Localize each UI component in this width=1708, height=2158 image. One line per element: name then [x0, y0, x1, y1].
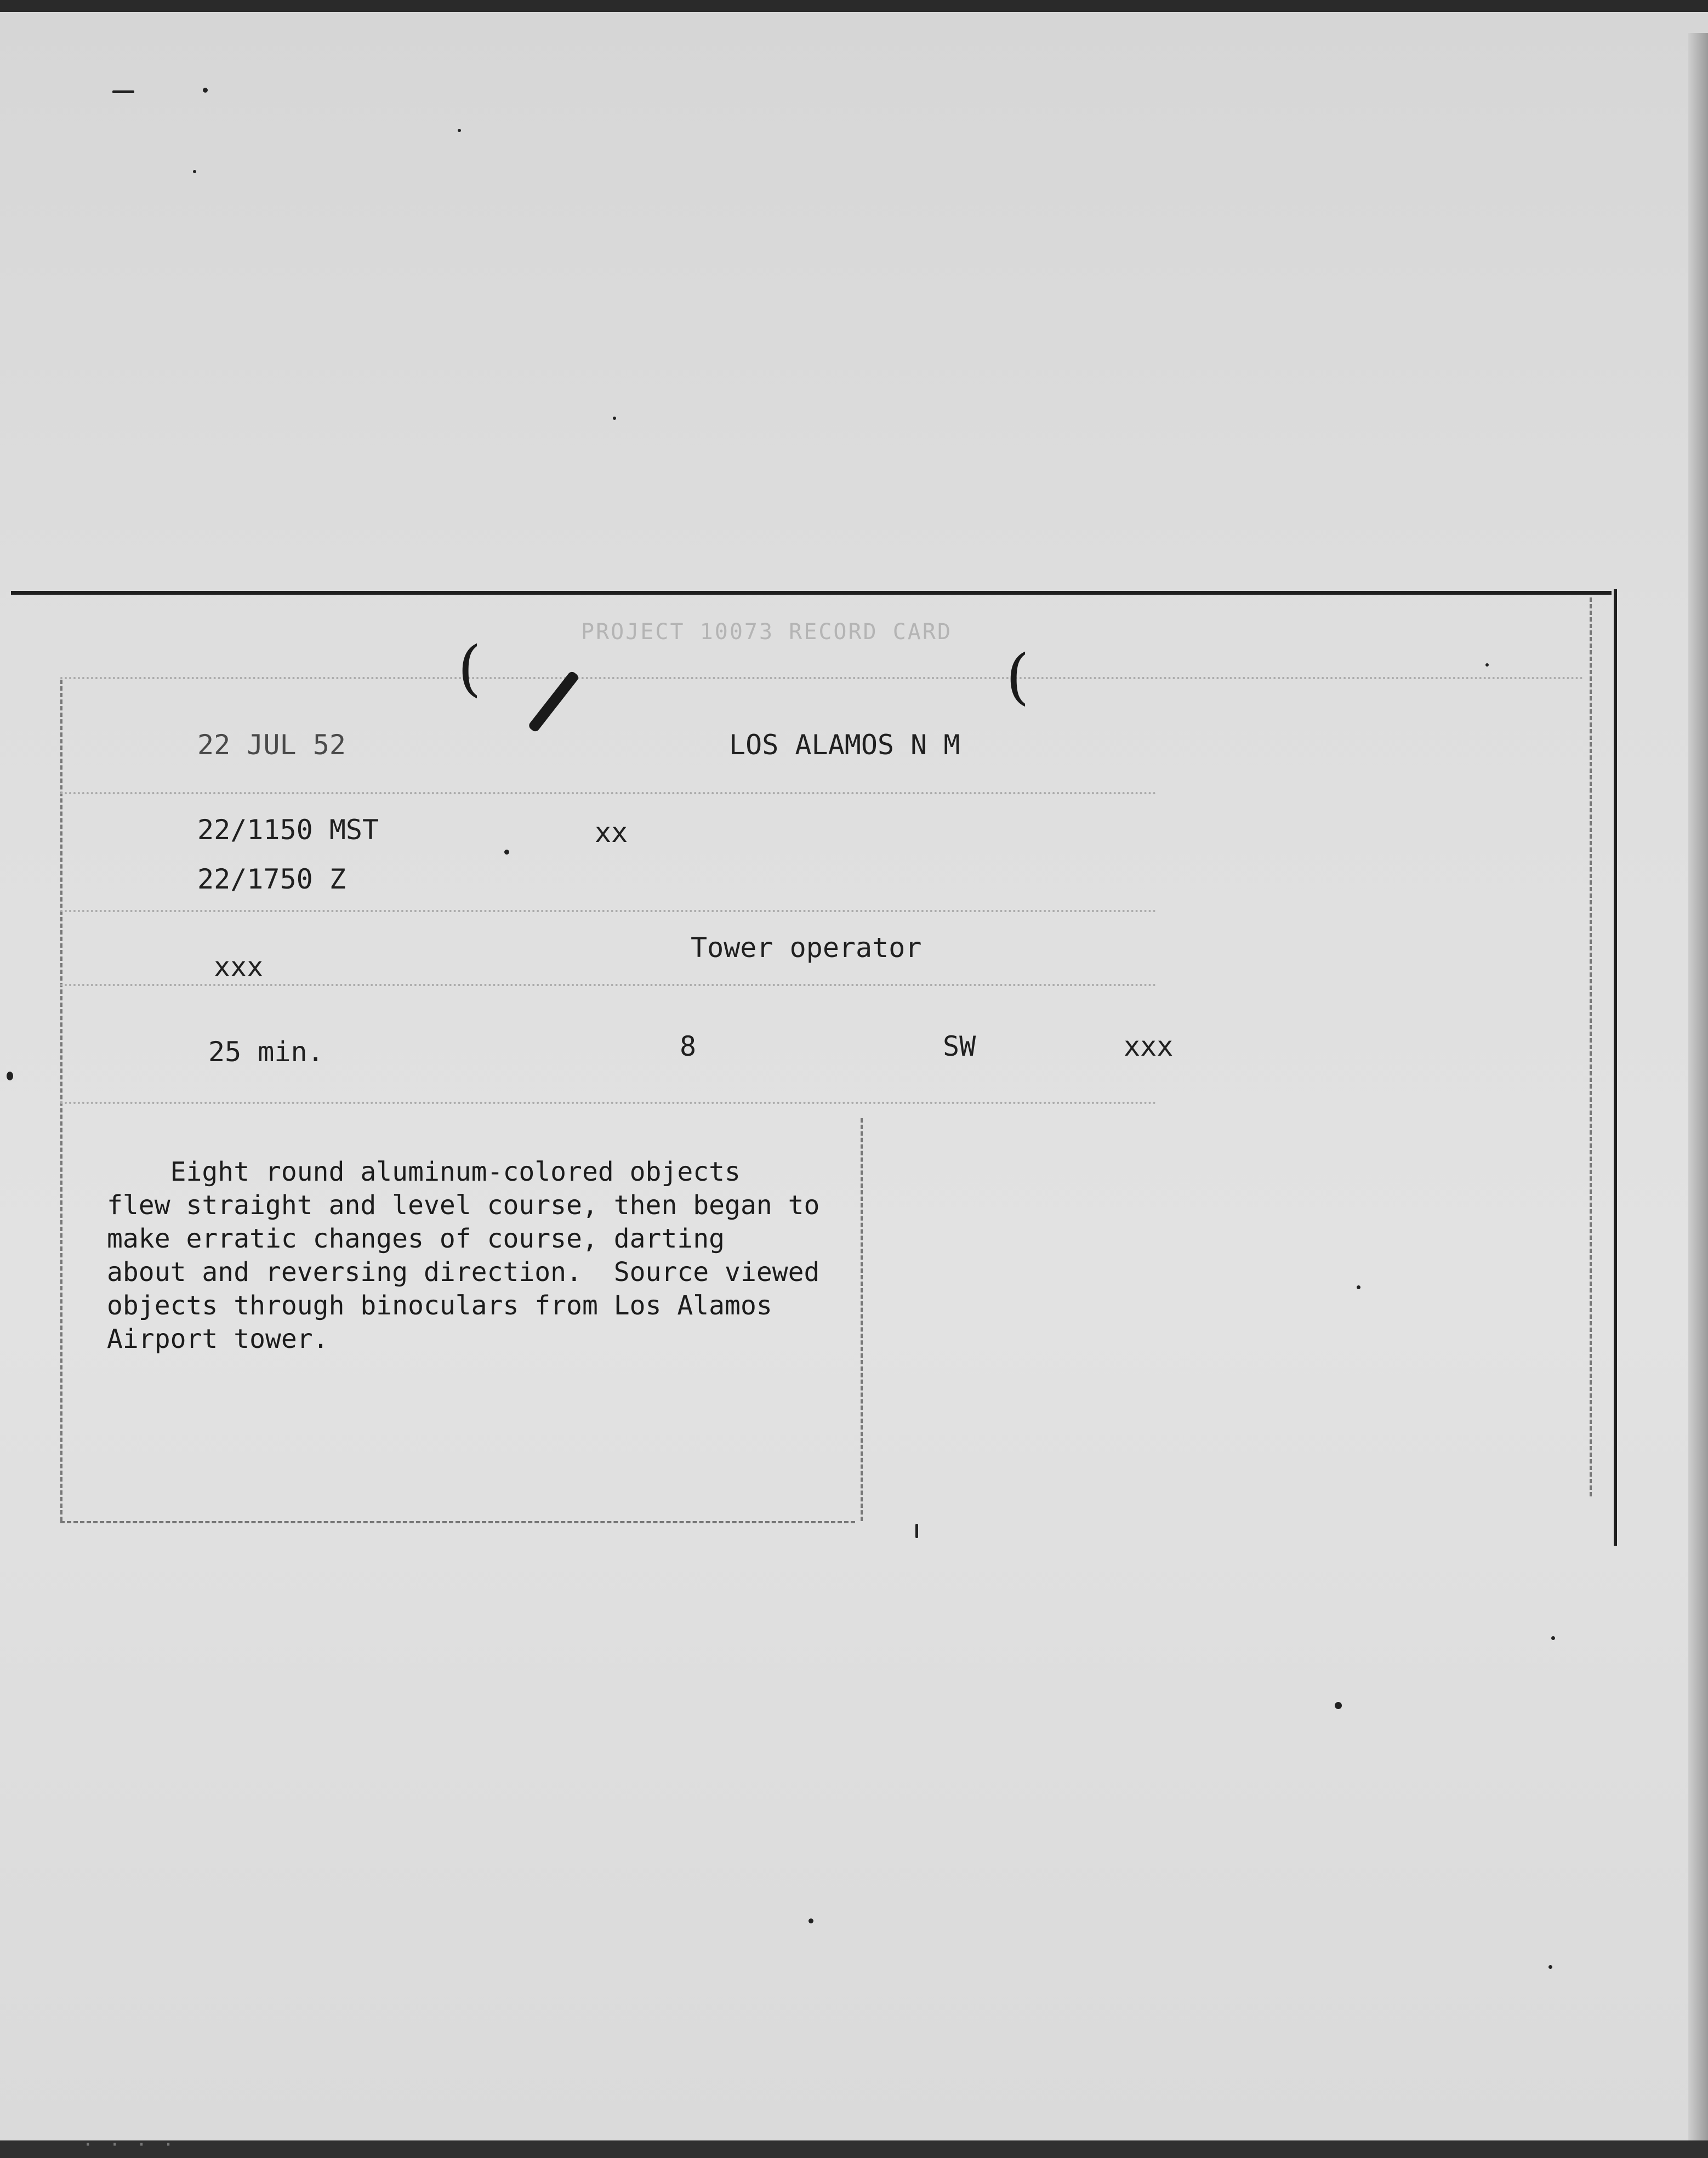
scan-speck [809, 1918, 813, 1923]
scan-speck [915, 1524, 918, 1538]
number-of-objects-value: 8 [680, 1030, 697, 1062]
card-row-rule [60, 910, 1157, 912]
location-value: LOS ALAMOS N M [729, 729, 960, 761]
card-top-border [11, 591, 1612, 595]
card-header: PROJECT 10073 RECORD CARD [581, 619, 953, 645]
scan-speck [1485, 663, 1489, 667]
scan-speck [458, 129, 461, 132]
observation-length-value: 25 min. [208, 1036, 324, 1068]
card-inner-right-border [1590, 597, 1592, 1496]
source-value: Tower operator [691, 932, 922, 964]
scan-bottom-mark: · · · · [82, 2134, 177, 2156]
scan-speck [112, 90, 134, 93]
card-row-rule [60, 984, 1157, 986]
scan-speck [1548, 1965, 1552, 1969]
scan-speck [1335, 1702, 1342, 1709]
gmt-time-value: 22/1750 Z [197, 863, 346, 895]
card-row-rule [60, 792, 1157, 794]
observation-type-mark: xx [595, 817, 628, 849]
source-mark: xxx [214, 951, 264, 983]
local-time-value: 22/1150 MST [197, 814, 379, 846]
scan-top-edge [0, 0, 1708, 12]
scan-speck [203, 88, 208, 93]
narrative-line: Eight round aluminum-colored objects [107, 1157, 741, 1187]
scan-bottom-edge [0, 2140, 1708, 2158]
date-value: 22 JUL 52 [197, 729, 346, 761]
narrative-line: Airport tower. [107, 1324, 329, 1354]
pen-stroke-mark [527, 670, 580, 733]
card-row-rule [60, 677, 1584, 679]
card-row-rule [60, 1102, 1157, 1104]
card-bottom-border [60, 1521, 855, 1523]
right-parenthesis-mark: ( [1006, 641, 1029, 711]
scan-speck [1357, 1285, 1360, 1289]
photos-mark: xxx [1124, 1030, 1174, 1062]
narrative-line: objects through binoculars from Los Alamos [107, 1290, 772, 1321]
scan-speck [193, 170, 196, 173]
scan-speck [7, 1072, 13, 1080]
course-value: SW [943, 1030, 976, 1062]
narrative-line: make erratic changes of course, darting [107, 1223, 725, 1254]
scan-right-edge [1688, 33, 1708, 2158]
narrative-line: about and reversing direction. Source viewed [107, 1257, 820, 1288]
observation-narrative [107, 1155, 902, 1356]
scan-speck [1551, 1636, 1555, 1640]
card-right-border [1614, 589, 1617, 1546]
card-left-border [60, 680, 62, 1521]
scan-speck [504, 850, 509, 855]
narrative-line: flew straight and level course, then began to [107, 1190, 820, 1221]
left-parenthesis-mark: ( [458, 633, 481, 703]
scan-speck [613, 417, 616, 420]
